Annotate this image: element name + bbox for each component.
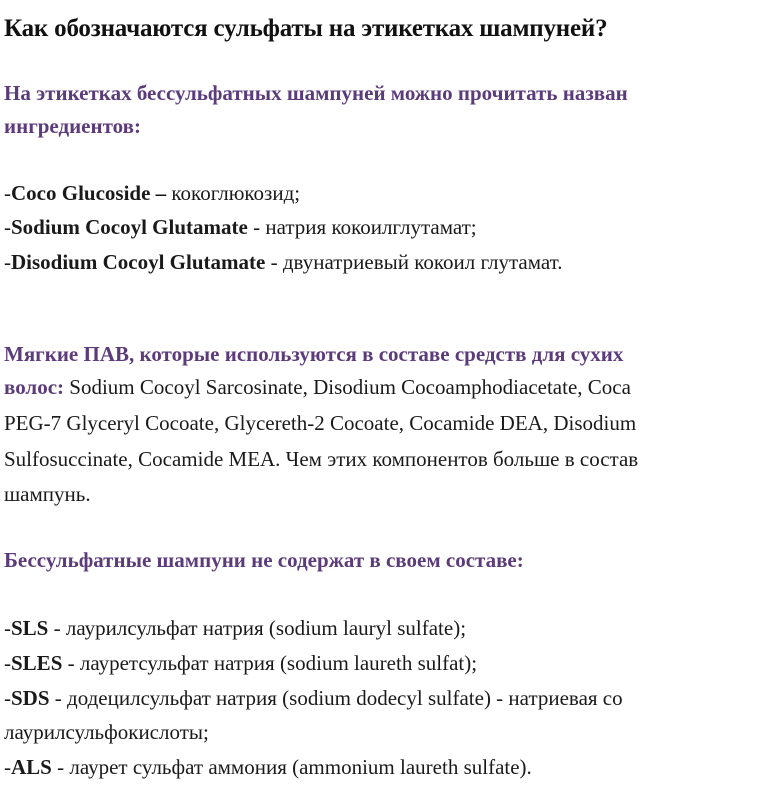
- ingredient-item: -Sodium Cocoyl Glutamate - натрия кокоилглутамат;: [4, 215, 477, 239]
- sulfate-item: -SLES - лауретсульфат натрия (sodium laureth sulfat);: [4, 651, 478, 675]
- section3-heading: Бессульфатные шампуни не содержат в своем составе:: [4, 548, 524, 572]
- ingredient-desc: кокоглюкозид;: [171, 181, 301, 205]
- section2-line4: Sulfosuccinate, Cocamide MEA. Чем этих компонентов больше в состав: [4, 447, 639, 471]
- sulfate-term: ALS: [11, 755, 52, 779]
- sulfate-item-continuation: лаурилсульфокислоты;: [4, 720, 209, 744]
- section2-line3: PEG-7 Glyceryl Cocoate, Glycereth-2 Cocoate, Cocamide DEA, Disodium: [4, 411, 637, 435]
- sulfate-item: -SDS - додецилсульфат натрия (sodium dodecyl sulfate) - натриевая со: [4, 686, 623, 710]
- ingredient-separator: -: [247, 215, 266, 239]
- sulfate-desc: - лаурет сульфат аммония (ammonium laureth sulfate).: [51, 755, 532, 779]
- sulfate-desc: - лаурилсульфат натрия (sodium lauryl sulfate);: [48, 616, 467, 640]
- section1-heading-line2: ингредиентов:: [4, 114, 141, 138]
- ingredient-term: Sodium Cocoyl Glutamate: [11, 215, 248, 239]
- section2-heading-part2: волос:: [4, 375, 65, 399]
- sulfate-desc: - лауретсульфат натрия (sodium laureth sulfat);: [62, 651, 478, 675]
- ingredient-desc: натрия кокоилглутамат;: [265, 215, 477, 239]
- section1-heading-line1: На этикетках бессульфатных шампуней можно прочитать назван: [4, 81, 628, 105]
- ingredient-item: -Disodium Cocoyl Glutamate - двунатриевый кокоил глутамат.: [4, 250, 563, 274]
- ingredient-separator: –: [150, 181, 172, 205]
- section2-line2: [4, 374, 631, 400]
- page-title: Как обозначаются сульфаты на этикетках шампуней?: [4, 15, 608, 42]
- sulfate-term: SDS: [11, 686, 50, 710]
- ingredient-desc: двунатриевый кокоил глутамат.: [282, 250, 563, 274]
- sulfate-term: SLES: [11, 651, 63, 675]
- section2-line2-rest: Sodium Cocoyl Sarcosinate, Disodium Cocoamphodiacetate, Coca: [64, 375, 631, 399]
- sulfate-desc: - додецилсульфат натрия (sodium dodecyl sulfate) - натриевая со: [49, 686, 623, 710]
- sulfate-term: SLS: [11, 616, 49, 640]
- ingredient-item: -Coco Glucoside – кокоглюкозид;: [4, 181, 301, 205]
- sulfate-item: -ALS - лаурет сульфат аммония (ammonium laureth sulfate).: [4, 755, 532, 779]
- section2-line5: шампунь.: [4, 482, 91, 506]
- section2-heading-part1: Мягкие ПАВ, которые используются в составе средств для сухих: [4, 342, 624, 366]
- ingredient-term: Coco Glucoside: [11, 181, 151, 205]
- sulfate-item: -SLS - лаурилсульфат натрия (sodium lauryl sulfate);: [4, 616, 467, 640]
- ingredient-separator: -: [265, 250, 283, 274]
- ingredient-term: Disodium Cocoyl Glutamate: [11, 250, 266, 274]
